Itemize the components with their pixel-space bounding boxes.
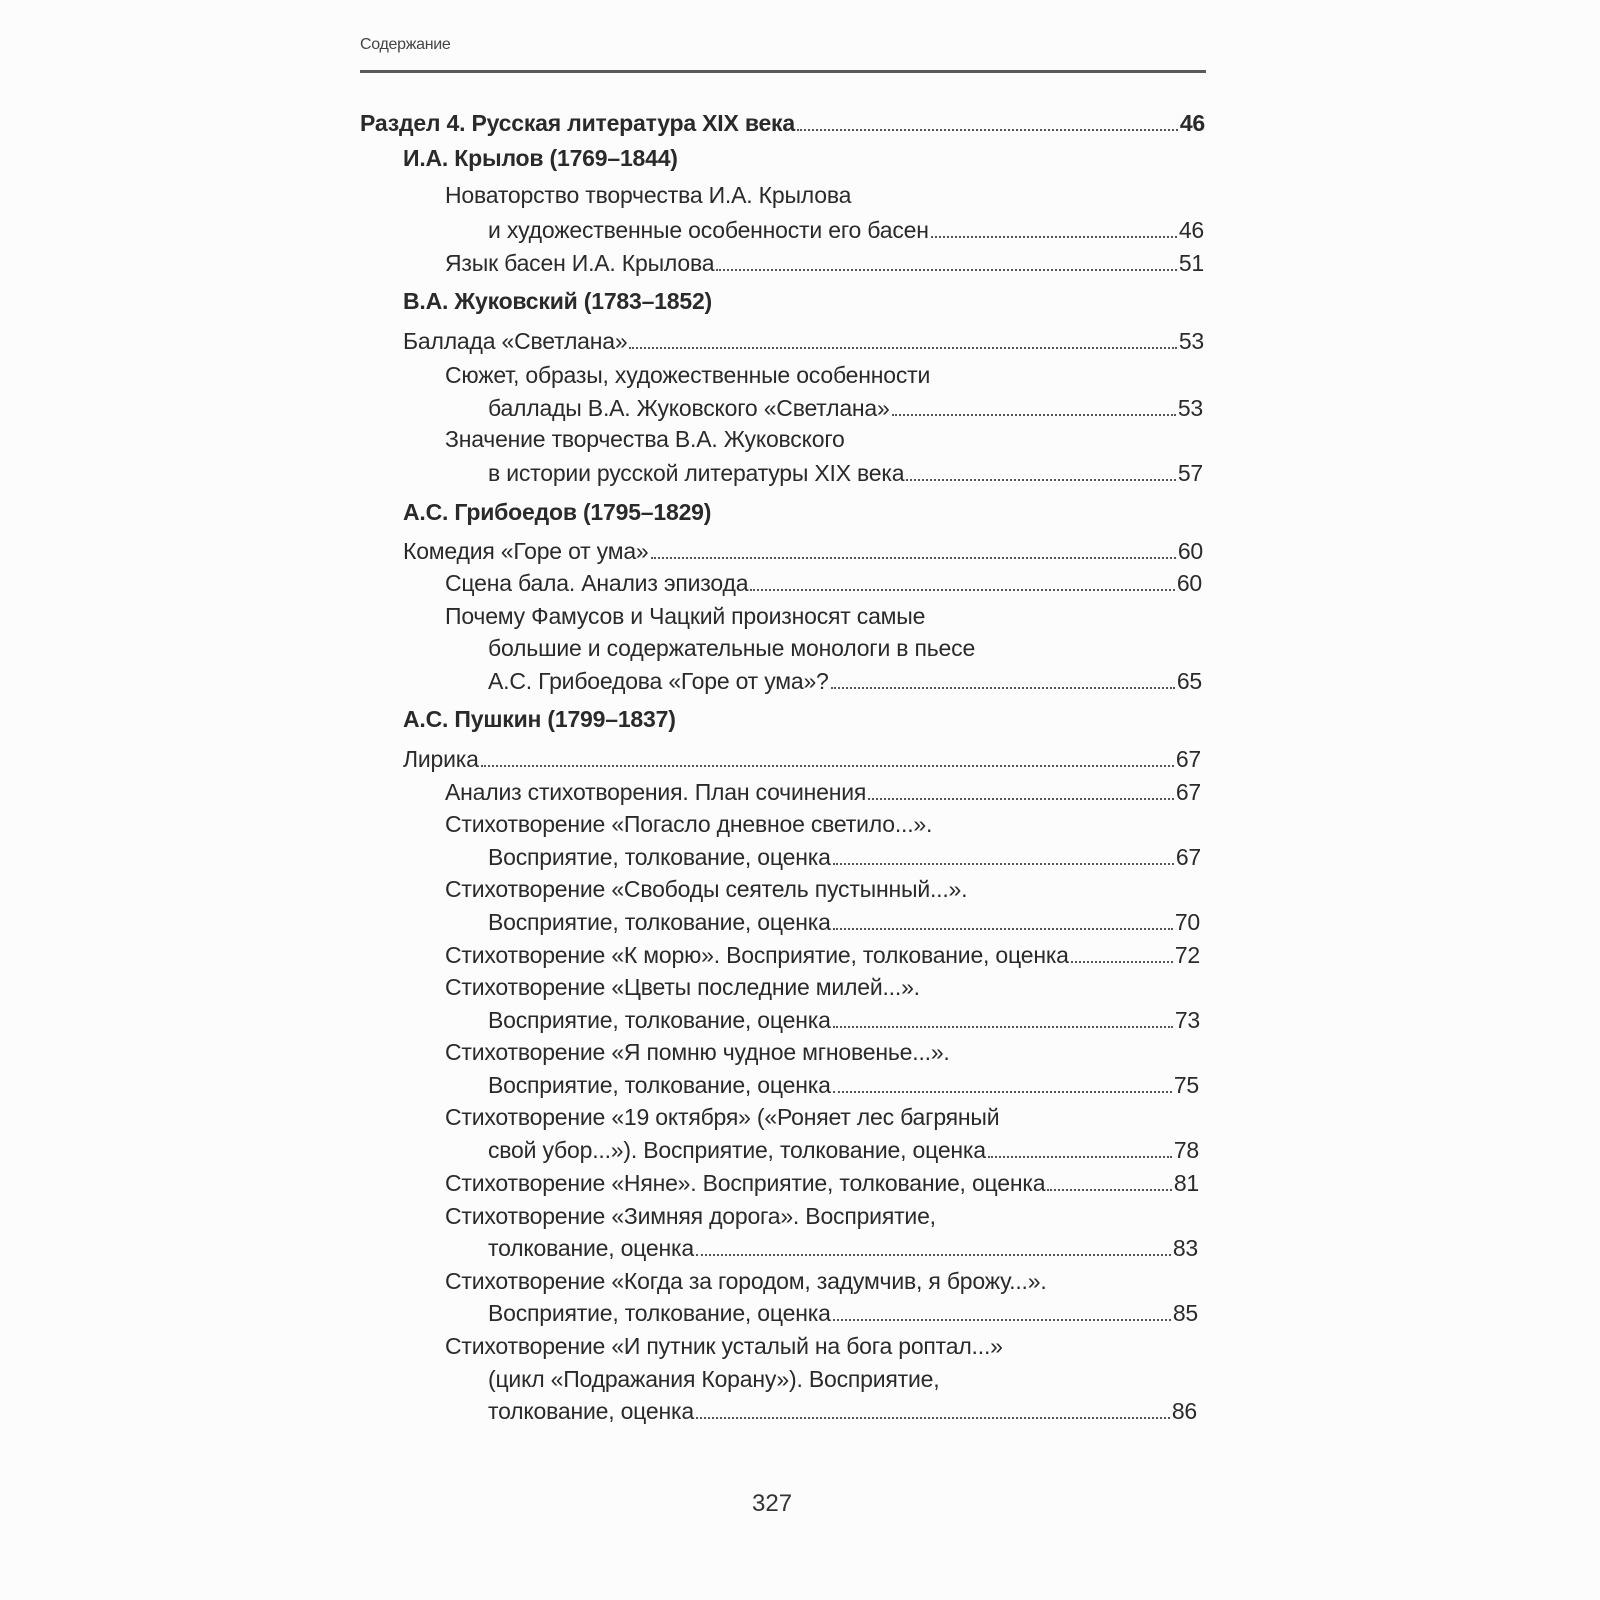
- toc-entry-title: Стихотворение «Погасло дневное светило...».: [445, 811, 933, 837]
- dot-leader: [833, 863, 1174, 865]
- toc-entry-title: Восприятие, толкование, оценка: [488, 1007, 831, 1033]
- toc-entry-page: 65: [1176, 668, 1202, 694]
- toc-heading: [403, 288, 712, 315]
- dot-leader: [629, 347, 1176, 349]
- toc-entry: [488, 1366, 939, 1393]
- dot-leader: [750, 589, 1175, 591]
- toc-entry-title: И.А. Крылов (1769–1844): [403, 145, 678, 171]
- toc-heading: [403, 145, 678, 172]
- toc-entry-page: 67: [1175, 746, 1201, 772]
- toc-entry: [488, 844, 1201, 871]
- toc-entry: [488, 460, 1203, 487]
- dot-leader: [696, 1417, 1170, 1419]
- toc-entry-title: А.С. Пушкин (1799–1837): [403, 706, 676, 732]
- dot-leader: [1047, 1189, 1172, 1191]
- toc-entry-page: 57: [1177, 460, 1203, 486]
- toc-entry: [445, 942, 1200, 969]
- toc-entry-title: Стихотворение «Няне». Восприятие, толкование, оценка: [445, 1170, 1046, 1196]
- toc-entry: [445, 603, 925, 630]
- toc-entry-page: 73: [1174, 1007, 1200, 1033]
- toc-entry: [445, 1203, 936, 1230]
- toc-entry: [445, 426, 845, 453]
- dot-leader: [696, 1254, 1171, 1256]
- toc-entry: [445, 1268, 1047, 1295]
- toc-entry-title: Значение творчества В.А. Жуковского: [445, 426, 845, 452]
- toc-entry: [488, 395, 1203, 422]
- running-title: Содержание: [360, 36, 451, 53]
- toc-entry: [445, 362, 930, 389]
- toc-entry-title: А.С. Грибоедова «Горе от ума»?: [488, 668, 829, 694]
- toc-entry-page: 60: [1176, 570, 1202, 596]
- toc-entry: [488, 909, 1200, 936]
- toc-entry-title: Стихотворение «Я помню чудное мгновенье...».: [445, 1039, 950, 1065]
- toc-entry-title: Стихотворение «И путник усталый на бога роптал...»: [445, 1333, 1003, 1359]
- toc-entry: [488, 1072, 1199, 1099]
- toc-entry-title: Стихотворение «Цветы последние милей...».: [445, 974, 920, 1000]
- toc-entry-page: 60: [1177, 538, 1203, 564]
- toc-heading: [360, 110, 1205, 137]
- toc-entry-title: Сюжет, образы, художественные особенности: [445, 362, 931, 388]
- dot-leader: [833, 1319, 1171, 1321]
- toc-entry-title: Баллада «Светлана»: [403, 328, 628, 354]
- toc-entry: [445, 1104, 999, 1131]
- toc-entry-title: Лирика: [403, 746, 479, 772]
- dot-leader: [892, 414, 1176, 416]
- toc-entry: [445, 974, 920, 1001]
- toc-entry-title: Анализ стихотворения. План сочинения: [445, 779, 867, 805]
- toc-entry-page: 67: [1175, 844, 1201, 870]
- toc-entry-title: Стихотворение «Свободы сеятель пустынный...».: [445, 876, 968, 902]
- toc-entry-title: большие и содержательные монологи в пьесе: [488, 635, 976, 661]
- dot-leader: [797, 129, 1178, 131]
- toc-entry-title: Восприятие, толкование, оценка: [488, 1072, 831, 1098]
- toc-entry-page: 81: [1173, 1170, 1199, 1196]
- header-rule: [360, 70, 1206, 73]
- toc-entry-title: Восприятие, толкование, оценка: [488, 1300, 831, 1326]
- page-number: 327: [752, 1490, 793, 1517]
- toc-entry: [445, 876, 967, 903]
- toc-entry-title: в истории русской литературы XIX века: [488, 460, 905, 486]
- toc-entry: [488, 217, 1204, 244]
- toc-entry: [445, 811, 932, 838]
- toc-entry-title: Почему Фамусов и Чацкий произносят самые: [445, 603, 926, 629]
- toc-entry: [488, 1007, 1200, 1034]
- dot-leader: [931, 236, 1177, 238]
- dot-leader: [868, 798, 1174, 800]
- toc-entry: [445, 1333, 1003, 1360]
- toc-entry-title: толкование, оценка: [488, 1398, 694, 1424]
- toc-entry-page: 67: [1175, 779, 1201, 805]
- toc-entry-title: Восприятие, толкование, оценка: [488, 909, 831, 935]
- dot-leader: [1071, 961, 1173, 963]
- toc-entry-page: 70: [1174, 909, 1200, 935]
- toc-entry-title: баллады В.А. Жуковского «Светлана»: [488, 395, 890, 421]
- toc-entry-page: 53: [1178, 328, 1204, 354]
- toc-entry: [445, 570, 1202, 597]
- toc-entry: [488, 1300, 1198, 1327]
- toc-entry: [403, 746, 1201, 773]
- toc-entry-page: 46: [1179, 110, 1205, 136]
- toc-entry-title: толкование, оценка: [488, 1235, 694, 1261]
- toc-entry: [445, 182, 851, 209]
- toc-entry-title: Язык басен И.А. Крылова: [445, 250, 715, 276]
- toc-entry: [488, 1235, 1198, 1262]
- toc-entry-title: Раздел 4. Русская литература XIX века: [360, 110, 795, 136]
- toc-entry: [488, 635, 975, 662]
- dot-leader: [831, 687, 1175, 689]
- toc-entry-page: 85: [1172, 1300, 1198, 1326]
- toc-entry: [488, 1137, 1199, 1164]
- toc-entry: [445, 250, 1204, 277]
- toc-entry-title: и художественные особенности его басен: [488, 217, 929, 243]
- toc-entry-title: Стихотворение «Когда за городом, задумчив, я брожу...».: [445, 1268, 1047, 1294]
- toc-entry-title: Стихотворение «Зимняя дорога». Восприятие,: [445, 1203, 936, 1229]
- toc-heading: [403, 499, 711, 526]
- toc-entry: [403, 538, 1203, 565]
- dot-leader: [716, 269, 1176, 271]
- dot-leader: [481, 765, 1174, 767]
- toc-entry-title: Комедия «Горе от ума»: [403, 538, 649, 564]
- toc-entry: [403, 328, 1204, 355]
- dot-leader: [988, 1156, 1172, 1158]
- toc-entry-page: 72: [1174, 942, 1200, 968]
- dot-leader: [833, 1091, 1172, 1093]
- toc-entry-page: 46: [1178, 217, 1204, 243]
- dot-leader: [833, 1026, 1173, 1028]
- dot-leader: [906, 479, 1175, 481]
- toc-entry: [445, 1170, 1199, 1197]
- toc-entry: [445, 1039, 950, 1066]
- toc-heading: [403, 706, 676, 733]
- toc-entry-page: 78: [1173, 1137, 1199, 1163]
- toc-entry-title: А.С. Грибоедов (1795–1829): [403, 499, 712, 525]
- toc-entry-title: В.А. Жуковский (1783–1852): [403, 288, 713, 314]
- toc-entry-page: 83: [1172, 1235, 1198, 1261]
- toc-entry-page: 51: [1178, 250, 1204, 276]
- toc-entry-title: Стихотворение «19 октября» («Роняет лес багряный: [445, 1104, 1000, 1130]
- toc-entry-title: Стихотворение «К морю». Восприятие, толкование, оценка: [445, 942, 1069, 968]
- toc-entry-title: (цикл «Подражания Корану»). Восприятие,: [488, 1366, 940, 1392]
- toc-entry-title: свой убор...»). Восприятие, толкование, оценка: [488, 1137, 986, 1163]
- toc-entry-title: Новаторство творчества И.А. Крылова: [445, 182, 852, 208]
- dot-leader: [651, 557, 1176, 559]
- toc-entry: [488, 1398, 1197, 1425]
- dot-leader: [833, 928, 1173, 930]
- toc-entry-title: Сцена бала. Анализ эпизода: [445, 570, 749, 596]
- toc-entry: [488, 668, 1202, 695]
- toc-entry-page: 53: [1177, 395, 1203, 421]
- toc-entry: [445, 779, 1201, 806]
- toc-entry-title: Восприятие, толкование, оценка: [488, 844, 831, 870]
- toc-entry-page: 86: [1171, 1398, 1197, 1424]
- toc-entry-page: 75: [1173, 1072, 1199, 1098]
